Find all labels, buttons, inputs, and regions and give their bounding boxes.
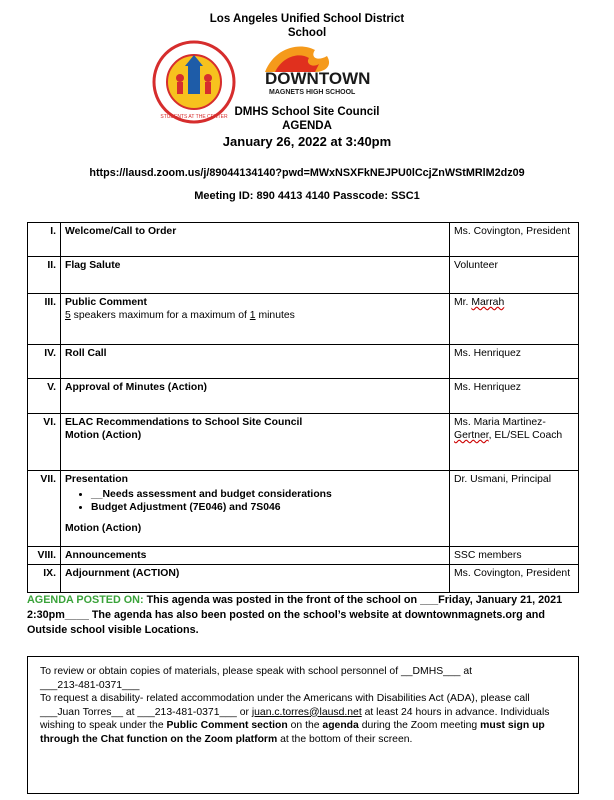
footer-line: ___Juan Torres__ at ___213-481-0371___ or juan.c.torres@lausd.net at least 24 hours in advance. Individuals [40, 706, 550, 718]
item-presenter: Ms. Henriquez [450, 345, 579, 379]
item-number: III. [28, 294, 61, 345]
item-number: VII. [28, 471, 61, 547]
item-number: V. [28, 379, 61, 414]
item-presenter: Dr. Usmani, Principal [450, 471, 579, 547]
agenda-row [28, 379, 579, 414]
footer-line: wishing to speak under the Public Comment section on the agenda during the Zoom meeting must sign up [40, 720, 545, 731]
meeting-id: Meeting ID: 890 4413 4140 Passcode: SSC1 [194, 190, 420, 202]
list-item: • __Needs assessment and budget considerations [91, 488, 445, 501]
item-title: ELAC Recommendations to School Site Council [65, 417, 303, 428]
item-presenter: Ms. Covington, President [450, 223, 579, 257]
downtown-magnets-logo [255, 42, 375, 104]
posting-notice [27, 593, 572, 638]
item-presenter: Ms. Maria Martinez- Gertner, EL/SEL Coach [450, 414, 579, 471]
footer-line: through the Chat function on the Zoom platform at the bottom of their screen. [40, 733, 413, 745]
item-title: Welcome/Call to Order [61, 223, 450, 257]
district-title: Los Angeles Unified School District [209, 13, 405, 25]
item-title: Presentation [65, 474, 128, 485]
agenda-title: AGENDA [282, 120, 332, 132]
posted-label: AGENDA POSTED ON: [27, 594, 144, 606]
item-number: IX. [28, 565, 61, 593]
item-presenter: Ms. Covington, President [450, 565, 579, 593]
agenda-row [28, 547, 579, 565]
svg-text:STUDENTS AT THE CENTER: STUDENTS AT THE CENTER [160, 114, 228, 120]
list-item: • Budget Adjustment (7E046) and 7S046 [91, 501, 445, 514]
item-title: Flag Salute [61, 257, 450, 294]
item-number: I. [28, 223, 61, 257]
item-number: VIII. [28, 547, 61, 565]
item-detail: 5 speakers maximum for a maximum of 1 minutes [65, 310, 295, 321]
footer-line: To request a disability- related accommodation under the Americans with Disabilities Act (ADA), please call [40, 693, 530, 704]
agenda-row [28, 565, 579, 593]
svg-text:DOWNTOWN: DOWNTOWN [265, 69, 371, 88]
item-presenter: Mr. Marrah [450, 294, 579, 345]
agenda-table [27, 222, 579, 593]
item-number: IV. [28, 345, 61, 379]
item-number: II. [28, 257, 61, 294]
item-title: Announcements [61, 547, 450, 565]
item-motion: Motion (Action) [65, 523, 142, 534]
item-presenter: SSC members [450, 547, 579, 565]
agenda-row [28, 223, 579, 257]
council-title: DMHS School Site Council [234, 106, 380, 118]
svg-text:MAGNETS HIGH SCHOOL: MAGNETS HIGH SCHOOL [269, 89, 356, 96]
posted-text: This agenda was posted in the front of the school on ___Friday, January 21, 2021 2:30pm____ The agenda has also been posted on the school’s website at downtownmagnets.org and Outside school visible Locations. [27, 594, 563, 636]
agenda-row [28, 257, 579, 294]
agenda-row [28, 294, 579, 345]
zoom-link[interactable]: https://lausd.zoom.us/j/89044134140?pwd=MWxNSXFkNEJPU0lCcjZnWStMRlM2dz09 [89, 167, 525, 179]
item-presenter: Ms. Henriquez [450, 379, 579, 414]
meeting-date: January 26, 2022 at 3:40pm [222, 134, 392, 149]
email-link[interactable]: juan.c.torres@lausd.net [251, 706, 362, 718]
item-title: Public Comment [65, 297, 147, 308]
footer-line: ___213-481-0371___ [40, 679, 140, 691]
footer-line: To review or obtain copies of materials, please speak with school personnel of __DMHS___ at [40, 666, 473, 677]
item-motion: Motion (Action) [65, 430, 142, 441]
item-title: Approval of Minutes (Action) [61, 379, 450, 414]
agenda-row [28, 471, 579, 547]
item-title: Roll Call [61, 345, 450, 379]
school-title: School [287, 27, 327, 39]
item-title: Adjournment (ACTION) [61, 565, 450, 593]
agenda-row [28, 414, 579, 471]
item-presenter: Volunteer [450, 257, 579, 294]
footer-box [27, 656, 579, 794]
agenda-row [28, 345, 579, 379]
item-number: VI. [28, 414, 61, 471]
